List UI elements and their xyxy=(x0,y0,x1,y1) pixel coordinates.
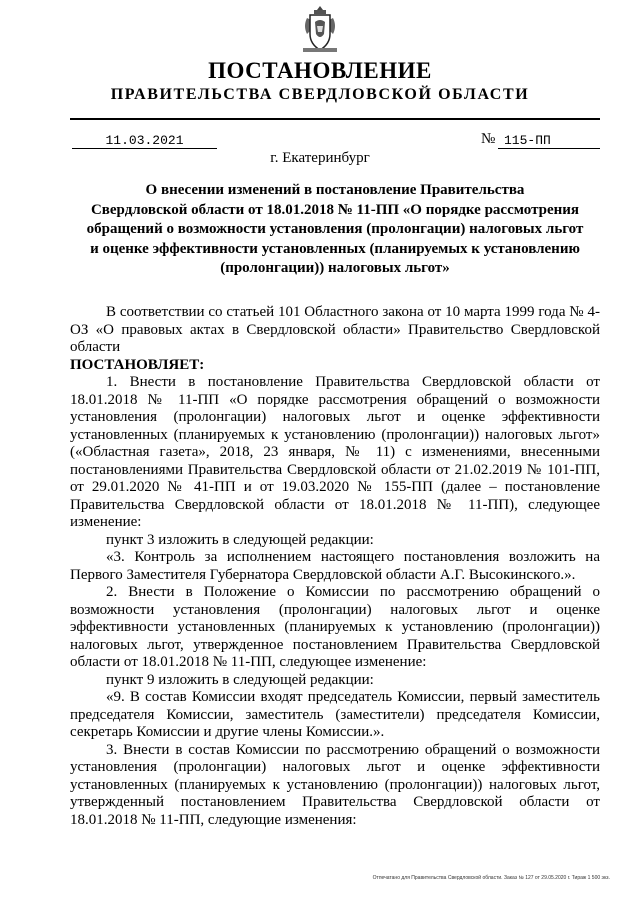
paragraph-3: 3. Внести в состав Комиссии по рассмотрению обращений о возможности установления (пролонгации) налоговых льгот и оценке эффективности установленных (планируемых к установлению (пролонгации)) налоговых льгот, утвержденный постановлением Правительства Свердловской области от 18.01.2018 № 11-ПП, следующие изменения: xyxy=(70,741,600,828)
intro-paragraph: В соответствии со статьей 101 Областного закона от 10 марта 1999 года № 4-ОЗ «О правовых актах в Свердловской области» Правительство Свердловской области xyxy=(70,304,600,355)
document-heading xyxy=(70,181,600,279)
paragraph-2-item: пункт 9 изложить в следующей редакции: xyxy=(106,671,374,688)
paragraph-1-quote: «3. Контроль за исполнением настоящего постановления возложить на Первого Заместителя Губернатора Свердловской области А.Г. Высокинского.». xyxy=(70,549,600,583)
document-city: г. Екатеринбург xyxy=(270,150,370,166)
print-note: Отпечатано для Правительства Свердловской области. Заказ № 127 от 29.05.2020 г. Тираж 1 500 экз. xyxy=(372,875,610,881)
paragraph-2: 2. Внести в Положение о Комиссии по рассмотрению обращений о возможности установления (пролонгации) налоговых льгот и оценке эффективности установленных (планируемых к установлению (пролонгации)) налоговых льгот, утвержденное постановлением Правительства Свердловской области от 18.01.2018 № 11-ПП, следующее изменение: xyxy=(70,584,600,670)
document-number: 115-ПП xyxy=(498,134,600,149)
paragraph-1: 1. Внести в постановление Правительства Свердловской области от 18.01.2018 № 11-ПП «О порядке рассмотрения обращений о возможности установления (пролонгации) налоговых льгот и оценке эффективности установленных (планируемых к установлению (пролонгации)) налоговых льгот» («Областная газета», 2018, 23 января, № 11) с изменениями, внесенными постановлениями Правительства Свердловской области от 21.02.2019 № 101-ПП, от 29.01.2020 № 41-ПП и от 19.03.2020 № 155-ПП (далее – постановление Правительства Свердловской области от 18.01.2018 № 11-ПП), следующее изменение: xyxy=(70,374,600,530)
document-date: 11.03.2021 xyxy=(72,134,217,149)
heading-line: Свердловской области от 18.01.2018 № 11-ПП «О порядке рассмотрения xyxy=(90,201,580,218)
issuer-title: ПРАВИТЕЛЬСТВА СВЕРДЛОВСКОЙ ОБЛАСТИ xyxy=(110,86,530,103)
document-title: ПОСТАНОВЛЕНИЕ xyxy=(208,58,432,83)
coat-of-arms-icon xyxy=(299,4,341,56)
heading-line: обращений о возможности установления (пролонгации) налоговых льгот xyxy=(86,221,584,237)
heading-line: и оценке эффективности установленных (планируемых к установлению xyxy=(90,240,580,257)
number-label: № xyxy=(481,131,496,147)
decree-word: ПОСТАНОВЛЯЕТ: xyxy=(70,356,205,373)
paragraph-1-item: пункт 3 изложить в следующей редакции: xyxy=(106,531,374,548)
header-divider xyxy=(70,118,600,120)
document-body xyxy=(70,304,600,829)
paragraph-2-quote: «9. В состав Комиссии входят председатель Комиссии, первый заместитель председателя Комиссии, заместитель (заместители) председателя Комиссии, секретарь Комиссии и другие члены Комиссии.». xyxy=(70,689,600,740)
heading-line: О внесении изменений в постановление Правительства xyxy=(145,182,525,198)
heading-line: (пролонгации)) налоговых льгот» xyxy=(220,260,450,276)
